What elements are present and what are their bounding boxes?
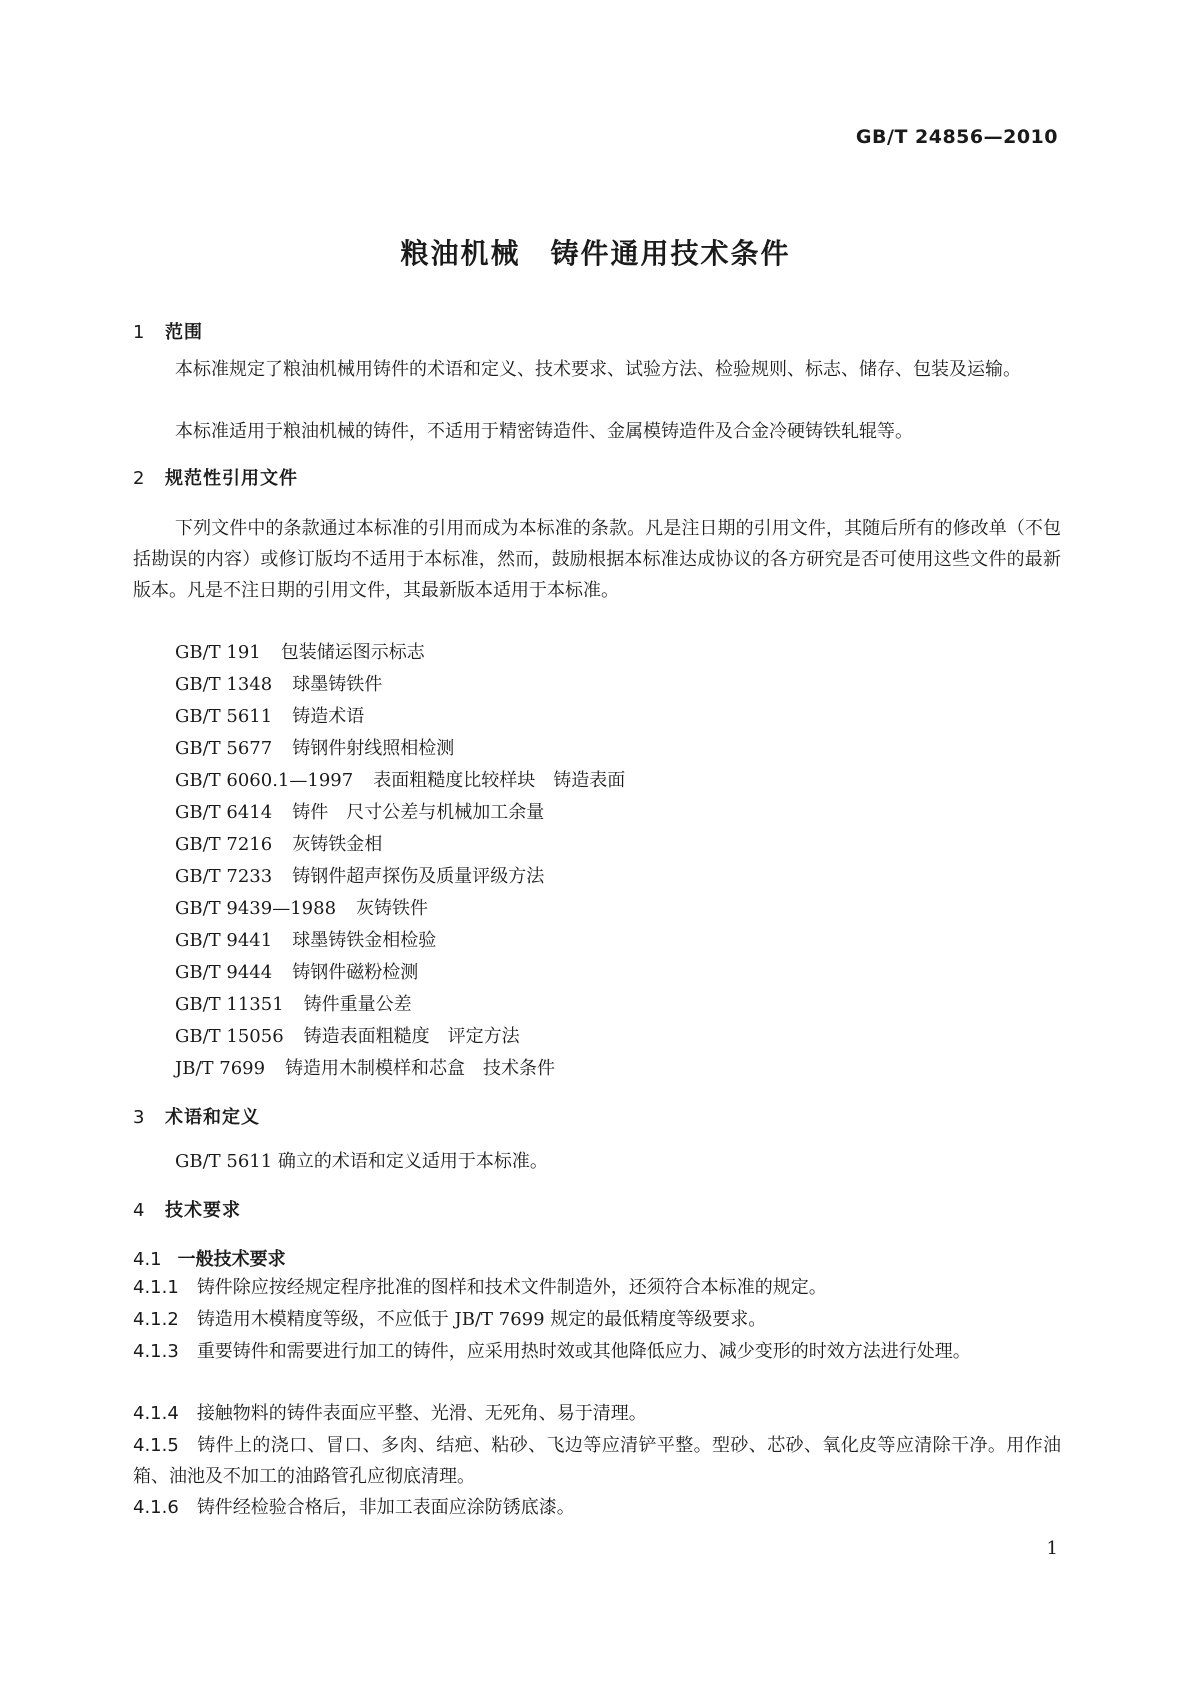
reference-item (175, 733, 625, 765)
section-number: 4 (133, 1200, 146, 1221)
reference-code: GB/T 5611 (175, 706, 273, 727)
document-title (0, 232, 1191, 272)
clause-number: 4.1.4 (133, 1403, 179, 1424)
section-title: 术语和定义 (165, 1107, 260, 1128)
page-number: 1 (1046, 1538, 1058, 1559)
reference-title: 包装储运图示标志 (280, 642, 425, 663)
clause (133, 1336, 1061, 1367)
clause (133, 1398, 1061, 1429)
clause-text: 铸造用木模精度等级，不应低于 JB/T 7699 规定的最低精度等级要求。 (196, 1309, 767, 1330)
reference-item (175, 637, 625, 669)
reference-title: 表面粗糙度比较样块 铸造表面 (373, 770, 626, 791)
paragraph: 本标准规定了粮油机械用铸件的术语和定义、技术要求、试验方法、检验规则、标志、储存、包装及运输。 (175, 359, 1021, 380)
reference-code: GB/T 11351 (175, 994, 284, 1015)
reference-item (175, 797, 625, 829)
reference-title: 铸件重量公差 (303, 994, 412, 1015)
title-part-1: 粮油机械 (400, 237, 521, 270)
reference-item (175, 1053, 625, 1085)
clause-text: 接触物料的铸件表面应平整、光滑、无死角、易于清理。 (196, 1403, 647, 1424)
reference-code: GB/T 191 (175, 642, 261, 663)
reference-item (175, 1021, 625, 1053)
paragraph: GB/T 5611 确立的术语和定义适用于本标准。 (175, 1151, 548, 1172)
section-title: 技术要求 (165, 1200, 241, 1221)
reference-code: JB/T 7699 (175, 1058, 266, 1079)
clause-number: 4.1.5 (133, 1435, 179, 1456)
section-heading-2 (133, 464, 298, 490)
reference-item (175, 861, 625, 893)
clause-number: 4.1.3 (133, 1341, 179, 1362)
reference-item (175, 765, 625, 797)
section-number: 3 (133, 1107, 146, 1128)
reference-item (175, 829, 625, 861)
reference-title: 灰铸铁件 (356, 898, 429, 919)
title-part-2: 铸件通用技术条件 (550, 237, 791, 270)
subsection-number: 4.1 (133, 1249, 162, 1270)
reference-title: 铸钢件磁粉检测 (292, 962, 419, 983)
section-heading-4 (133, 1196, 241, 1222)
reference-title: 铸造表面粗糙度 评定方法 (303, 1026, 520, 1047)
reference-title: 铸钢件射线照相检测 (292, 738, 455, 759)
clause-text: 铸件经检验合格后，非加工表面应涂防锈底漆。 (196, 1497, 575, 1518)
section-heading-1 (133, 318, 203, 344)
section-title: 规范性引用文件 (165, 468, 298, 489)
reference-code: GB/T 6060.1—1997 (175, 770, 354, 791)
subsection-title: 一般技术要求 (177, 1249, 286, 1270)
reference-item (175, 893, 625, 925)
clause-text: 铸件上的浇口、冒口、多肉、结疤、粘砂、飞边等应清铲平整。型砂、芯砂、氧化皮等应清除干净。用作油箱、油池及不加工的油路管孔应彻底清理。 (133, 1435, 1061, 1487)
reference-code: GB/T 6414 (175, 802, 273, 823)
paragraph: 下列文件中的条款通过本标准的引用而成为本标准的条款。凡是注日期的引用文件，其随后所有的修改单（不包括勘误的内容）或修订版均不适用于本标准，然而，鼓励根据本标准达成协议的各方研究是否可使用这些文件的最新版本。凡是不注日期的引用文件，其最新版本适用于本标准。 (133, 518, 1061, 601)
section-number: 1 (133, 322, 146, 343)
clause (133, 1430, 1061, 1492)
section-title: 范围 (165, 322, 203, 343)
section-heading-3 (133, 1103, 260, 1129)
reference-title: 铸钢件超声探伤及质量评级方法 (292, 866, 545, 887)
clause (133, 1304, 1061, 1335)
reference-code: GB/T 1348 (175, 674, 273, 695)
reference-title: 铸造用木制模样和芯盒 技术条件 (285, 1058, 556, 1079)
clause-number: 4.1.6 (133, 1497, 179, 1518)
clause-number: 4.1.1 (133, 1277, 179, 1298)
reference-code: GB/T 9444 (175, 962, 273, 983)
reference-item (175, 957, 625, 989)
subsection-heading (133, 1245, 286, 1271)
reference-item (175, 925, 625, 957)
reference-code: GB/T 5677 (175, 738, 273, 759)
clause-text: 重要铸件和需要进行加工的铸件，应采用热时效或其他降低应力、减少变形的时效方法进行处理。 (196, 1341, 971, 1362)
reference-title: 铸件 尺寸公差与机械加工余量 (292, 802, 545, 823)
clause-number: 4.1.2 (133, 1309, 179, 1330)
reference-code: GB/T 7233 (175, 866, 273, 887)
reference-code: GB/T 9441 (175, 930, 273, 951)
clause-text: 铸件除应按经规定程序批准的图样和技术文件制造外，还须符合本标准的规定。 (196, 1277, 827, 1298)
reference-item (175, 989, 625, 1021)
reference-code: GB/T 7216 (175, 834, 273, 855)
reference-title: 灰铸铁金相 (292, 834, 383, 855)
reference-title: 球墨铸铁金相检验 (292, 930, 437, 951)
clause (133, 1272, 1061, 1303)
reference-code: GB/T 15056 (175, 1026, 284, 1047)
clause (133, 1492, 1061, 1523)
paragraph: 本标准适用于粮油机械的铸件，不适用于精密铸造件、金属模铸造件及合金冷硬铸铁轧辊等。 (175, 421, 913, 442)
reference-title: 铸造术语 (292, 706, 365, 727)
standard-number: GB/T 24856—2010 (855, 126, 1058, 148)
reference-code: GB/T 9439—1988 (175, 898, 337, 919)
reference-item (175, 669, 625, 701)
reference-title: 球墨铸铁件 (292, 674, 383, 695)
section-number: 2 (133, 468, 146, 489)
reference-list (175, 637, 625, 1085)
reference-item (175, 701, 625, 733)
